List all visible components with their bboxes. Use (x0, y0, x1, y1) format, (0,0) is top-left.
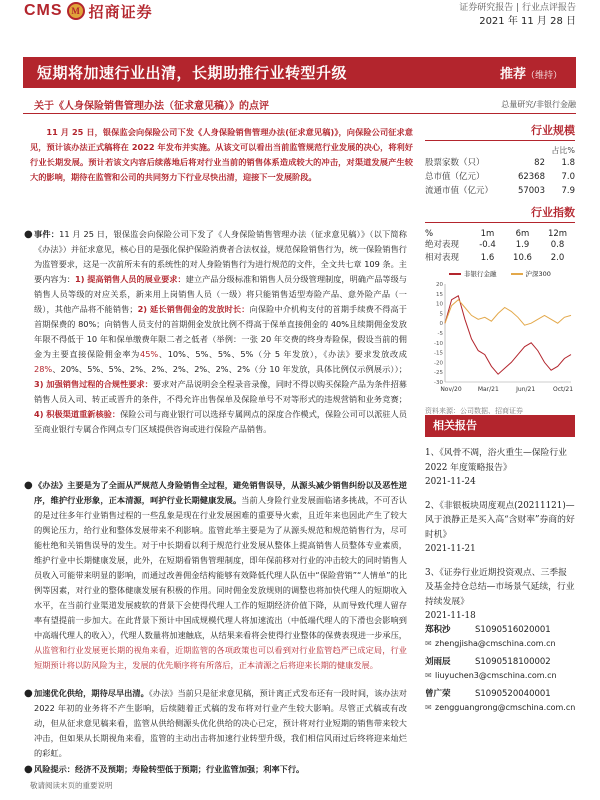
analyst-card (425, 624, 575, 650)
risk-label: 风险提示： (34, 764, 75, 774)
scale-pct: 1.8 (561, 158, 575, 168)
y-tick-label: 10 (436, 301, 443, 308)
index-col-6m: 6m (515, 229, 530, 239)
index-value: 10.6 (513, 253, 532, 263)
research-team: 总量研究/非银行金融 (501, 100, 576, 109)
point-3: 3) 加强销售过程的合规性要求： (34, 379, 153, 389)
industry-index-heading: 行业指数 (425, 205, 575, 223)
event-text-c: 向保险中介机构支付的首期手续费不得高于首期保费的 80%；向销售人员支付的首期佣金发放比例不得高于保单直接佣金的 40%且续期佣金发放年限不得低于 10 年和保单缴费年限二者之低者（举例：一张 20 年交费的终身寿险保，假设当前的佣金为主要直接保险佣金率为 (34, 304, 407, 359)
x-tick-label: Mar/21 (477, 386, 499, 393)
index-value: 1.6 (480, 253, 495, 263)
event-text-g: 保险公司与商业银行可以选择专属网点的深度合作模式，保险公司可以派驻人员至商业银行专属合作网点专门区域提供咨询或进行保险产品销售。 (34, 409, 407, 434)
scale-label: 总市值（亿元） (425, 172, 485, 182)
index-col-header (425, 229, 575, 239)
view-text-a: 当前人身险行业发展面临诸多挑战，不可否认的是过往多年行业销售过程的一些乱象是现在行业发展困难的重要导火索，且近年来也因此产生了较大的舆论压力，给行业和整体发展带来不利影响。监管此举主要是为了从源头规范和规范销售行为，尽可能杜绝和关销售误导的发生。对于中长期看以利于规范行业发展从整体上提高销售人员整体专业素质，维护行业中长期健康发展，此外，在短期看销售管理制度，即年保前移对行业的冲击较大的同时销售人员收入可能带来明显的影响，而通过改善佣金结构能够有效降低代理人队伍中“保险营销”“人情单”的比例等因素，对行业的整体健康发展有积极的作用。同时佣金发放规则的调整也将加快代理人的短期收入水平，在当前行业渠道发展疲软的背景下会使得代理人工作的短期经济价值下降，从而导致代理人留存率有望提前一步加大。在此背景下预计中国成规模代理人将加速流出（中低端代理人的下滑也会影响到中高端代理人的收入），代理人数量将加速触底，从结果来看将会使得行业整体的保费表现进一步承压， (34, 495, 407, 640)
related-report-title[interactable]: 1、《风骨不凋，浴火重生—保险行业 2022 年度策略报告》 (425, 448, 567, 473)
industry-scale-panel (425, 123, 575, 198)
index-value: -0.4 (479, 240, 496, 250)
scale-row (425, 184, 575, 198)
legend-label-sector: 非银行金融 (464, 270, 497, 278)
related-report-item[interactable] (425, 499, 575, 557)
industry-scale-heading: 行业规模 (425, 123, 575, 141)
related-heading: 相关报告 (425, 415, 575, 437)
index-unit: % (425, 229, 434, 239)
analyst-email[interactable]: ✉ zengguangrong@cmschina.com.cn (425, 701, 575, 714)
rate-b: 28% (34, 364, 53, 374)
legend-label-benchmark: 沪深300 (525, 270, 551, 278)
scale-pct: 7.0 (561, 172, 575, 182)
x-tick-label: Jun/21 (516, 386, 536, 393)
defer-body: 《办法》当前只是征求意见稿，预计离正式发布还有一段时间，该办法对 2022 年初的业务将不产生影响，后续随着正式稿的发布将对行业产生较大影响。尽管正式稿或有改动，但从征求意见稿来看，监管从供给侧源头优化供给的决心已定，预计将对行业短期的销售带来较大冲击，但如果从长期视角来看，监管的主动出击将加速行业转型升级，我们相信风雨过后终将迎来灿烂的彩虹。 (34, 688, 407, 758)
related-report-date: 2021-11-18 (425, 611, 476, 621)
scale-label: 股票家数（只） (425, 158, 485, 168)
view-bullet (24, 478, 407, 684)
scale-value: 62368 (517, 172, 545, 182)
index-col-1m: 1m (480, 229, 495, 239)
scale-row (425, 170, 575, 184)
report-date: 2021 年 11 月 28 日 (479, 16, 576, 27)
y-tick-label: 5 (439, 311, 443, 318)
y-tick-label: 20 (436, 282, 443, 288)
rate-a: 45% (140, 349, 159, 359)
view-text (34, 478, 407, 684)
series-line-sector (445, 296, 571, 374)
analyst-name: 刘雨辰 (425, 657, 451, 667)
bullet-icon: ● (24, 480, 33, 491)
event-bullet (24, 227, 407, 437)
risk-body: 经济不及预期；寿险转型低于预期；行业监管加强；利率下行。 (74, 764, 305, 774)
y-tick-label: -10 (434, 340, 443, 347)
footer-note: 敬请阅读末页的重要说明 (30, 781, 113, 790)
analyst-email[interactable]: ✉ zhengjisha@cmschina.com.cn (425, 637, 575, 650)
risk-bullet (24, 762, 407, 777)
analyst-card (425, 688, 575, 714)
related-report-item[interactable] (425, 446, 575, 490)
legend-item-benchmark (511, 269, 551, 278)
index-row-label: 相对表现 (425, 253, 460, 263)
bullet-icon: ● (24, 688, 33, 699)
analysts-panel (425, 618, 575, 714)
analyst-name: 郑积沙 (425, 625, 451, 635)
scale-row (425, 156, 575, 170)
event-text-a: 11 月 25 日，银保监会向保险公司下发了《人身保险销售管理办法（征求意见稿）》（以下简称《办法》）并征求意见，核心目的是强化保护保险消费者合法权益，规范保险销售行为，统一保险销售行为监管要求，这是一次前所未有的系统性的对人身险销售行为进行规范的文件，全文共七章 109 条。主要内容为： (34, 229, 407, 284)
bullet-icon: ● (24, 229, 33, 240)
rating (500, 63, 562, 82)
defer-bullet (24, 686, 407, 762)
y-tick-label: 0 (439, 321, 443, 328)
point-4: 4) 积极渠道重新核验： (34, 409, 121, 419)
logo-latin: CMS (24, 2, 63, 19)
analyst-name: 曾广荣 (425, 689, 451, 699)
y-tick-label: -25 (434, 370, 443, 377)
rating-note: （维持） (525, 71, 562, 81)
related-report-title[interactable]: 2、《非银板块周度观点(20211121)—风于浪静正是买入高“含财率”券商的好时机》 (425, 500, 575, 540)
index-col-12m: 12m (547, 229, 568, 239)
rating-value: 推荐 (499, 67, 526, 82)
logo-chinese: 招商证券 (88, 2, 153, 21)
y-tick-label: -15 (434, 350, 443, 357)
related-report-date: 2021-11-21 (425, 544, 476, 554)
scale-value: 82 (534, 158, 545, 168)
related-reports-panel (425, 415, 575, 624)
related-report-date: 2021-11-24 (425, 477, 476, 487)
event-text (34, 227, 407, 437)
analyst-code: S1090520040001 (475, 689, 551, 699)
related-report-item[interactable] (425, 566, 575, 624)
scale-pct: 7.9 (561, 186, 575, 196)
analyst-code: S1090516020001 (475, 625, 551, 635)
index-row-label: 绝对表现 (425, 240, 460, 250)
event-text-d: 、10%、5%、5%、5%（分 5 年发放），《办法》要求发放改成 (158, 349, 407, 359)
event-text-e: 、20%、5%、5%、2%、2%、2%、2%、2%、2%（分 10 年发放，具体比例仅示例展示））； (52, 364, 407, 374)
analyst-code: S1090518100002 (475, 657, 551, 667)
legend-item-sector (449, 269, 497, 278)
report-title: 短期将加速行业出清，长期助推行业转型升级 (37, 64, 348, 82)
chart-legend (425, 269, 575, 278)
report-subtitle: 关于《人身保险销售管理办法（征求意见稿）》的点评 (34, 101, 269, 112)
index-value: 2.0 (550, 253, 565, 263)
y-tick-label: -30 (434, 380, 443, 386)
industry-scale-unit: 占比% (551, 146, 575, 155)
index-row (425, 239, 575, 252)
index-value: 1.9 (515, 240, 530, 250)
view-red: 从监管和行业发展更长期的视角来看，近期监管的各项政策也可以看到对行业监管趋严已成定局，行业短期预计将以防风险为主，发展的优先顺序将有所落后，正本清源之后将迎来长期的健康发展。 (34, 645, 407, 670)
y-tick-label: -20 (434, 360, 443, 367)
industry-index-panel (425, 205, 575, 416)
risk-text (34, 762, 407, 777)
report-type: 证券研究报告 | 行业点评报告 (459, 3, 576, 13)
bullet-icon: ● (24, 764, 33, 775)
index-performance-chart (425, 278, 575, 398)
point-1: 1) 提高销售人员的展业要求： (75, 274, 186, 284)
index-value: 0.8 (550, 240, 565, 250)
x-tick-label: Oct/21 (552, 386, 574, 393)
summary-paragraph: 11 月 25 日，银保监会向保险公司下发《人身保险销售管理办法(征求意见稿)》，向保险公司征求意见，预计该办法正式稿将在 2022 年发布并实施。从该文可以看出当前监管规范行业发展的决心，将利好行业长期发展。预计若该文内容后续落地后将对行业当前的销售体系造成较大的冲击，对渠道发展产生较大的影响，期待在监管和公司的共同努力下行业尽快出清，迎接下一发展阶段。 (30, 127, 413, 182)
defer-text (34, 686, 407, 762)
index-row (425, 252, 575, 265)
header-divider (23, 113, 576, 114)
series-line-benchmark (445, 300, 571, 326)
event-text-f: 要求对产品说明会全程录音录像，同时不得以购买保险产品为条件招募销售人员入司、转正或晋升的条件，不得允许出售保单及保险单号不对等形式的违规营销和业务竞赛； (34, 379, 407, 404)
chart-source: 资料来源：公司数据、招商证券 (425, 407, 523, 415)
scale-value: 57003 (517, 186, 545, 196)
scale-label: 流通市值（亿元） (425, 186, 494, 196)
company-logo (24, 0, 153, 22)
x-tick-label: Nov/20 (440, 386, 462, 393)
y-tick-label: 15 (436, 291, 443, 298)
title-bar (23, 57, 576, 88)
event-text-b: 建立产品分级标准和销售人员分级管理制度，明确产品等级与销售人员等级的对应关系，新来用上岗销售人员（一级）将只能销售适型寿险产品、意外险产品（一级），其他产品将不能销售； (34, 274, 407, 314)
view-label: 《办法》主要是为了全面从严规范人身险销售全过程，避免销售误导，从源头减少销售纠纷以及恶性逆序，维护行业形象，正本清源，呵护行业长期健康发展。 (34, 480, 407, 505)
point-2: 2) 延长销售佣金的发放时长： (137, 304, 250, 314)
defer-label: 加速优化供给，期待尽早出清。 (34, 688, 149, 698)
analyst-email[interactable]: ✉ liuyuchen3@cmschina.com.cn (425, 669, 575, 682)
event-label: 事件： (34, 229, 60, 239)
y-tick-label: -5 (437, 331, 443, 337)
logo-mark-icon: M (67, 2, 85, 20)
related-report-title[interactable]: 3、《证券行业近期投资观点、三季报及基金持仓总结—市场景气延续，行业持续发展》 (425, 567, 575, 607)
analyst-card (425, 656, 575, 682)
